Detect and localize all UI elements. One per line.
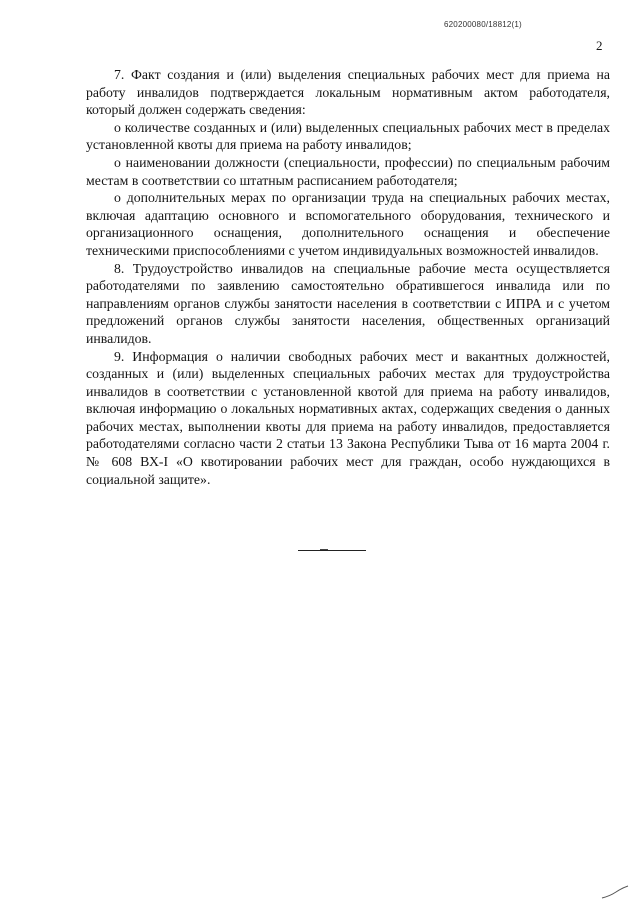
paragraph-item-8: 8. Трудоустройство инвалидов на специальные рабочие места осуществляется работодателями по заявлению самостоятельно обратившегося инвалида или по направлениям органов службы занятости населения в соответствии с ИПРА и с учетом предложений органов службы занятости населения, общественных организаций инвалидов.	[86, 260, 610, 346]
end-divider	[298, 550, 366, 551]
document-body	[86, 66, 610, 488]
page-number: 2	[596, 38, 603, 53]
document-code: 620200080/18812(1)	[444, 20, 522, 29]
paragraph-quantity: о количестве созданных и (или) выделенных специальных рабочих мест в пределах установленной квоты для приема на работу инвалидов;	[86, 119, 610, 153]
scan-mark-icon	[600, 884, 630, 900]
paragraph-item-9: 9. Информация о наличии свободных рабочих мест и вакантных должностей, созданных и (или) выделенных специальных рабочих местах для трудоустройства инвалидов в соответствии с установленной квотой для приема на работу инвалидов, включая информацию о локальных нормативных актах, содержащих сведения о данных рабочих местах, выполнении квоты для приема на работу инвалидов, предоставляется работодателями согласно части 2 статьи 13 Закона Республики Тыва от 16 марта 2004 г. № 608 ВХ-I «О квотировании рабочих мест для граждан, особо нуждающихся в социальной защите».	[86, 348, 610, 487]
paragraph-item-7: 7. Факт создания и (или) выделения специальных рабочих мест для приема на работу инвалидов подтверждается локальным нормативным актом работодателя, который должен содержать сведения:	[86, 67, 610, 118]
paragraph-additional-measures: о дополнительных мерах по организации труда на специальных рабочих местах, включая адаптацию основного и вспомогательного оборудования, технического и организационного оснащения, дополнительного оснащения и обеспечение техническими приспособлениями с учетом индивидуальных возможностей инвалидов.	[86, 190, 610, 258]
paragraph-position-name: о наименовании должности (специальности, профессии) по специальным рабочим местам в соответствии со штатным расписанием работодателя;	[86, 154, 610, 188]
